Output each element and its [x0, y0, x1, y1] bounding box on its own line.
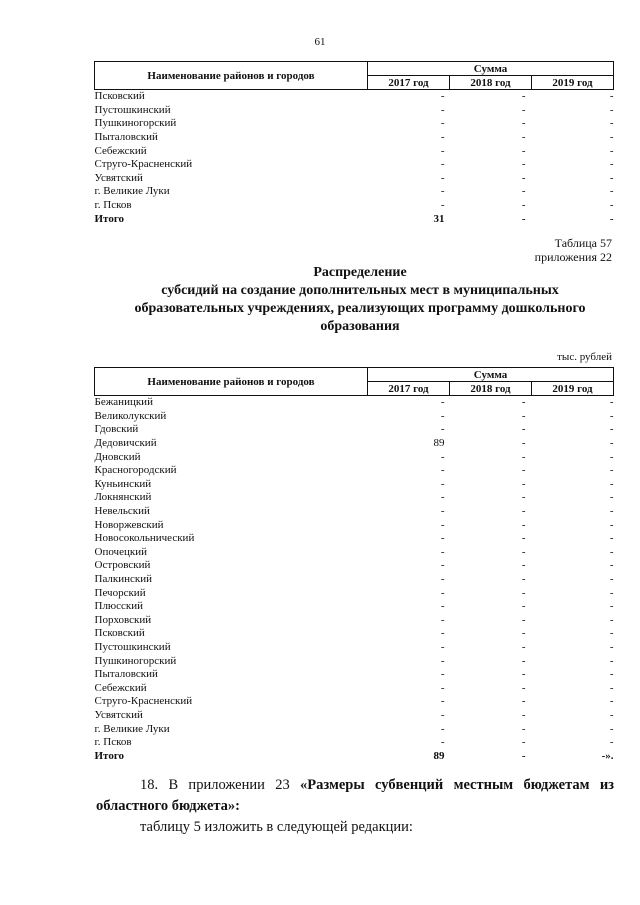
table-row: [95, 681, 614, 695]
value-2017: -: [440, 477, 445, 490]
value-2019: -: [609, 396, 614, 409]
value-2017: -: [440, 144, 445, 157]
value-2018: -: [521, 103, 526, 116]
value-2019: -: [609, 144, 614, 157]
district-name: Опочецкий: [94, 545, 147, 558]
value-2018: -: [521, 573, 526, 586]
value-2019: -: [609, 681, 614, 694]
table-row: [95, 641, 614, 655]
value-2018: -: [521, 586, 526, 599]
appendix-title-cont: областного бюджета»:: [96, 798, 241, 814]
value-2017: -: [440, 491, 445, 504]
value-2017: 89: [433, 437, 445, 450]
column-header-name: Наименование районов и городов: [95, 62, 368, 90]
district-name: Пушкиногорский: [94, 117, 177, 130]
value-2018: -: [521, 409, 526, 422]
value-2017: -: [440, 559, 445, 572]
value-2019: -: [609, 131, 614, 144]
table-row: [95, 158, 614, 172]
value-2017: -: [440, 396, 445, 409]
value-2019: -: [609, 627, 614, 640]
title-line: Распределение: [313, 265, 407, 280]
district-name: Красногородский: [94, 464, 177, 477]
value-2018: -: [521, 477, 526, 490]
table-row: [95, 131, 614, 145]
value-2017: -: [440, 545, 445, 558]
value-2019: -: [609, 695, 614, 708]
district-name: Печорский: [94, 586, 146, 599]
table-row: [95, 423, 614, 437]
total-label: Итого: [94, 749, 125, 762]
paragraph-intro: 18. В приложении 23: [140, 777, 301, 793]
value-2017: -: [440, 640, 445, 653]
value-2018: -: [521, 185, 526, 198]
table-row: [95, 410, 614, 424]
value-2019: -: [609, 437, 614, 450]
district-name: Пушкиногорский: [94, 654, 177, 667]
value-2017: -: [440, 171, 445, 184]
total-2018: -: [521, 212, 526, 225]
value-2018: -: [521, 158, 526, 171]
value-2019: -: [609, 708, 614, 721]
district-name: Великолукский: [94, 409, 167, 422]
value-2019: -: [609, 185, 614, 198]
value-2019: -: [609, 668, 614, 681]
value-2018: -: [521, 668, 526, 681]
district-name: Палкинский: [94, 573, 153, 586]
value-2018: -: [521, 437, 526, 450]
title-line: образования: [320, 319, 400, 334]
column-header-2018: 2018 год: [450, 76, 532, 90]
district-name: г. Великие Луки: [94, 722, 170, 735]
value-2019: -: [609, 559, 614, 572]
table-row: [95, 104, 614, 118]
subsidy-table-continued: [94, 61, 614, 226]
value-2017: -: [440, 90, 445, 103]
value-2018: -: [521, 681, 526, 694]
value-2018: -: [521, 505, 526, 518]
value-2018: -: [521, 450, 526, 463]
district-name: Струго-Красненский: [94, 158, 193, 171]
table-row: [95, 614, 614, 628]
district-name: Струго-Красненский: [94, 695, 193, 708]
table-row: [95, 600, 614, 614]
table-row: [95, 144, 614, 158]
value-2017: -: [440, 613, 445, 626]
value-2017: -: [440, 199, 445, 212]
amendment-paragraph: [96, 775, 614, 796]
table-row: [95, 185, 614, 199]
value-2018: -: [521, 640, 526, 653]
value-2017: -: [440, 450, 445, 463]
table-row: [95, 450, 614, 464]
appendix-reference: приложения 22: [534, 250, 612, 264]
district-name: Новоржевский: [94, 518, 164, 531]
district-name: Пыталовский: [94, 668, 158, 681]
value-2017: -: [440, 409, 445, 422]
value-2017: -: [440, 668, 445, 681]
table-row: [95, 654, 614, 668]
value-2017: -: [440, 185, 445, 198]
column-header-sum: Сумма: [368, 368, 614, 382]
district-name: Себежский: [94, 144, 147, 157]
value-2019: -: [609, 736, 614, 749]
district-name: Пустошкинский: [94, 103, 171, 116]
value-2017: -: [440, 117, 445, 130]
table-row: [95, 546, 614, 560]
value-2017: -: [440, 158, 445, 171]
table-row: [95, 172, 614, 186]
value-2018: -: [521, 532, 526, 545]
table-row: [95, 464, 614, 478]
table-row: [95, 505, 614, 519]
value-2017: -: [440, 131, 445, 144]
value-2018: -: [521, 559, 526, 572]
value-2018: -: [521, 545, 526, 558]
value-2019: -: [609, 450, 614, 463]
value-2018: -: [521, 613, 526, 626]
value-2017: -: [440, 600, 445, 613]
value-2019: -: [609, 477, 614, 490]
value-2017: -: [440, 654, 445, 667]
total-label: Итого: [94, 212, 125, 225]
district-name: Усвятский: [94, 171, 143, 184]
value-2019: -: [609, 722, 614, 735]
value-2018: -: [521, 627, 526, 640]
value-2019: -: [609, 409, 614, 422]
district-name: Пустошкинский: [94, 640, 171, 653]
table-row: [95, 695, 614, 709]
value-2019: -: [609, 158, 614, 171]
district-name: г. Великие Луки: [94, 185, 170, 198]
value-2017: -: [440, 423, 445, 436]
value-2017: -: [440, 681, 445, 694]
value-2018: -: [521, 600, 526, 613]
value-2017: -: [440, 518, 445, 531]
district-name: Дедовичский: [94, 437, 157, 450]
value-2019: -: [609, 573, 614, 586]
amendment-text: [96, 775, 614, 838]
column-header-2018: 2018 год: [450, 382, 532, 396]
section-title: [100, 264, 620, 336]
district-name: г. Псков: [94, 199, 132, 212]
value-2017: -: [440, 464, 445, 477]
table-row: [95, 627, 614, 641]
value-2017: -: [440, 573, 445, 586]
value-2018: -: [521, 491, 526, 504]
value-2017: -: [440, 532, 445, 545]
table-total-row: [95, 212, 614, 226]
value-2017: -: [440, 505, 445, 518]
table-row: [95, 709, 614, 723]
value-2017: -: [440, 695, 445, 708]
value-2018: -: [521, 131, 526, 144]
district-name: Невельский: [94, 505, 150, 518]
table-row: [95, 722, 614, 736]
table-row: [95, 199, 614, 213]
district-name: Новосокольнический: [94, 532, 195, 545]
value-2017: -: [440, 103, 445, 116]
value-2017: -: [440, 722, 445, 735]
value-2019: -: [609, 491, 614, 504]
district-name: Псковский: [94, 90, 145, 103]
total-2017: 89: [433, 749, 445, 762]
district-name: Локнянский: [94, 491, 152, 504]
title-line: образовательных учреждениях, реализующих программу дошкольного: [134, 301, 586, 316]
table-row: [95, 478, 614, 492]
value-2019: -: [609, 545, 614, 558]
value-2017: -: [440, 627, 445, 640]
value-2018: -: [521, 396, 526, 409]
total-2017: 31: [433, 212, 445, 225]
value-2019: -: [609, 171, 614, 184]
district-name: Усвятский: [94, 708, 143, 721]
value-2018: -: [521, 117, 526, 130]
value-2018: -: [521, 518, 526, 531]
table-number: Таблица 57: [554, 236, 612, 250]
value-2018: -: [521, 654, 526, 667]
value-2019: -: [609, 199, 614, 212]
value-2018: -: [521, 695, 526, 708]
district-name: г. Псков: [94, 736, 132, 749]
district-name: Пыталовский: [94, 131, 158, 144]
value-2018: -: [521, 423, 526, 436]
value-2018: -: [521, 171, 526, 184]
units-label: тыс. рублей: [557, 351, 612, 363]
table-row: [95, 117, 614, 131]
district-name: Бежаницкий: [94, 396, 153, 409]
value-2017: -: [440, 708, 445, 721]
district-name: Островский: [94, 559, 151, 572]
value-2019: -: [609, 518, 614, 531]
value-2019: -: [609, 654, 614, 667]
table-caption: [535, 236, 612, 264]
value-2018: -: [521, 708, 526, 721]
value-2018: -: [521, 464, 526, 477]
total-2018: -: [521, 749, 526, 762]
page-number: 61: [314, 36, 326, 48]
table-row: [95, 437, 614, 451]
value-2018: -: [521, 144, 526, 157]
value-2019: -: [609, 505, 614, 518]
column-header-2019: 2019 год: [532, 382, 614, 396]
table-row: [95, 396, 614, 410]
value-2019: -: [609, 613, 614, 626]
value-2019: -: [609, 117, 614, 130]
table-row: [95, 532, 614, 546]
table-row: [95, 668, 614, 682]
column-header-2019: 2019 год: [532, 76, 614, 90]
value-2018: -: [521, 199, 526, 212]
value-2019: -: [609, 640, 614, 653]
table-row: [95, 518, 614, 532]
table-row: [95, 559, 614, 573]
value-2019: -: [609, 600, 614, 613]
table-row: [95, 736, 614, 750]
value-2019: -: [609, 464, 614, 477]
district-name: Плюсский: [94, 600, 144, 613]
table-row: [95, 491, 614, 505]
title-line: субсидий на создание дополнительных мест в муниципальных: [161, 283, 559, 298]
value-2018: -: [521, 90, 526, 103]
table-row: [95, 586, 614, 600]
district-name: Псковский: [94, 627, 145, 640]
district-name: Порховский: [94, 613, 152, 626]
instruction-text: таблицу 5 изложить в следующей редакции:: [140, 819, 413, 835]
district-name: Гдовский: [94, 423, 139, 436]
total-2019: -».: [601, 749, 614, 762]
value-2017: -: [440, 736, 445, 749]
district-name: Себежский: [94, 681, 147, 694]
column-header-name: Наименование районов и городов: [95, 368, 368, 396]
value-2019: -: [609, 532, 614, 545]
table-row: [95, 573, 614, 587]
appendix-title: «Размеры субвенций местным бюджетам из: [300, 777, 615, 793]
value-2017: -: [440, 586, 445, 599]
preschool-subsidy-table: [94, 367, 614, 763]
total-2019: -: [609, 212, 614, 225]
value-2018: -: [521, 736, 526, 749]
value-2018: -: [521, 722, 526, 735]
district-name: Дновский: [94, 450, 141, 463]
column-header-sum: Сумма: [368, 62, 614, 76]
value-2019: -: [609, 90, 614, 103]
column-header-2017: 2017 год: [368, 382, 450, 396]
value-2019: -: [609, 103, 614, 116]
district-name: Куньинский: [94, 477, 152, 490]
table-row: [95, 90, 614, 104]
value-2019: -: [609, 423, 614, 436]
value-2019: -: [609, 586, 614, 599]
table-total-row: [95, 749, 614, 763]
column-header-2017: 2017 год: [368, 76, 450, 90]
